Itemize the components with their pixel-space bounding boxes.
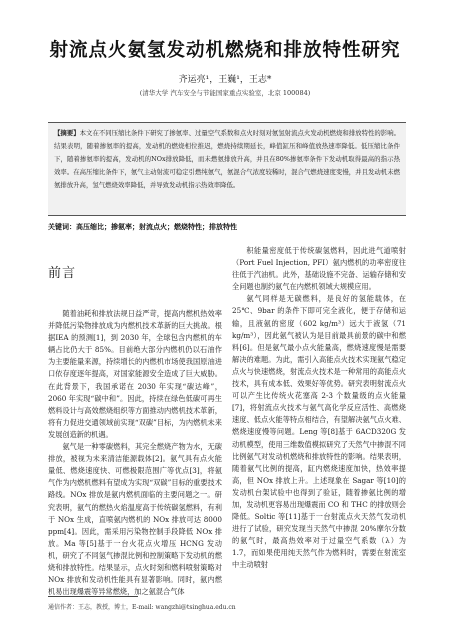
affiliation: (清华大学 汽车安全与节能国家重点实验室，北京 100084) <box>139 89 311 97</box>
footnote-divider <box>48 596 138 597</box>
keywords-text: 高压缩比；掺氨率；射流点火；燃烧特性；排放特性 <box>76 222 237 231</box>
abstract-box <box>48 122 406 216</box>
keywords <box>48 222 406 232</box>
paragraph: 随着油耗和排放法规日益严苛，提高内燃机热效率并降低污染物排放成为内燃机技术革新的巨大挑战。根据IEA 的预测[1]，到 2030 年，全球包含内燃机的车辆占比仍大于 85%。目前绝大部分内燃机仍以石油作为主要能量来源，持续增长的内燃机市场使我国原油进口依存度逐年提高，对国家能源安全造成了巨大威胁。在此背景下，我国承诺在 2030 年实现“碳达峰”，2060 年实现“碳中和”。因此，持续在绿色低碳可再生燃料设计与高效燃烧组织等方面推动内燃机技术革新，将有力促进交通领域前实现“双碳”目标，为内燃机未来发展创造新的机遇。 <box>48 309 222 439</box>
right-column <box>232 245 406 601</box>
footnote: 通信作者：王志，教授，博士，E-mail: wangzhi@tsinghua.edu.cn <box>48 604 236 611</box>
paragraph: 氨气同样是无碳燃料，是良好的氢能载体，在 25℃、9bar 的条件下即可完全液化，便于存储和运输，且液氨的密度（602 kg/m³）远大于液氢（71 kg/m³），因此氨气被认为是目前最具前景的碳中和燃料[6]。但是氨气最小点火能量高，燃烧速度慢是需要解决的难题。为此，需引入高能点火技术实现氨气稳定点火与快速燃烧，射流点火技术是一种常用的高能点火技术，具有成本低、效果好等优势。研究表明射流点火可以产生比传统火花塞高 2-3 个数量级的点火能量[7]，将射流点火技术与氨气高化学反应活性、高燃烧速度、低点火能等特点相结合，有望解决氨气点火难、燃烧速度慢等问题。Leng 等[8]基于 6ACD320G 发动机模型，使用三维数值模拟研究了天然气中掺混不同比例氨气对发动机燃烧和排放特性的影响。结果表明，随着氨气比例的提高，缸内燃烧速度加快，热效率提高，但 NOx 排放上升。上述现象在 Sagar 等[10]的发动机台架试验中也得到了验证，随着掺氨比例的增加，发动机更容易出现爆震而 CO 和 THC 的排放则会降低。Soltic 等[11]基于一台射流点火天然气发动机进行了试验，研究发现当天然气中掺混 20%摩尔分数的氨气时，最高热效率对于过量空气系数（λ）为 1.7，而如果使用纯天然气作为燃料时，需要在射流室中主动喷射 <box>232 294 406 570</box>
paragraph: 氨气是一种零碳燃料，其完全燃烧产物为水，无碳排放，被视为未来清洁能源载体[2]。氨气具有点火能量低、燃烧速度快、可燃极限范围广等优点[3]，将氨气作为内燃机燃料有望成为实现“双碳”目标的重要技术路线。NOx 排放是氨内燃机面临的主要问题之一。研究表明，氨气的燃热火焰温度高于传统碳氢燃料，有利于 NOx 生成，直喷氨内燃机的 NOx 排放可达 8000 ppm[4]。因此，需采用污染物控制手段降低 NOx 排放。Ma 等[5]基于一台火花点火增压 HCNG 发动机，研究了不同氢气掺混比例和控制策略下发动机的燃烧和排放特性。结果显示，点火时刻和燃料喷射策略对 NOx 排放和发动机性能具有显著影响。同时，氨内燃机易出现爆震等异常燃烧，加之氨混合气体 <box>48 442 222 597</box>
left-column <box>48 308 222 597</box>
paragraph: 积能量密度低于传统碳氢燃料，因此进气道喷射（Port Fuel Injection, PFI）氨内燃机的功率密度往往低于汽油机。此外，基础设施不完备、运输存储和安全问题也制约氨气在内燃机领域大规模应用。 <box>232 246 406 292</box>
section-heading: 前言 <box>48 266 77 281</box>
author-list: 齐运亮¹，王巍¹，王志* <box>178 75 272 85</box>
abstract-label: 【摘要】 <box>54 129 80 137</box>
paper-title: 射流点火氨氢发动机燃烧和排放特性研究 <box>49 40 401 61</box>
keywords-label: 关键词： <box>48 222 76 231</box>
abstract-text: 本文在不同压缩比条件下研究了掺氨率、过量空气系数和点火时刻对氨氢射流点火发动机燃烧和排放特性的影响。结果表明，随着掺氨率的提高，发动机的燃烧相位推迟，燃烧持续期延长，峰值缸压和峰值放热速率降低。低压缩比条件下，随着掺氨率的提高，发动机的NOx排放降低，而未燃氨排放升高，并且在80%掺氨率条件下发动机取得最高的指示热效率。在高压缩比条件下，氨气主动射流可稳定引燃纯氨气，氨混合气浓度较稀时，混合气燃烧速度变慢，并且发动机未燃氨排放升高，氢气燃烧效率降低，并导致发动机指示热效率降低。 <box>54 129 401 189</box>
